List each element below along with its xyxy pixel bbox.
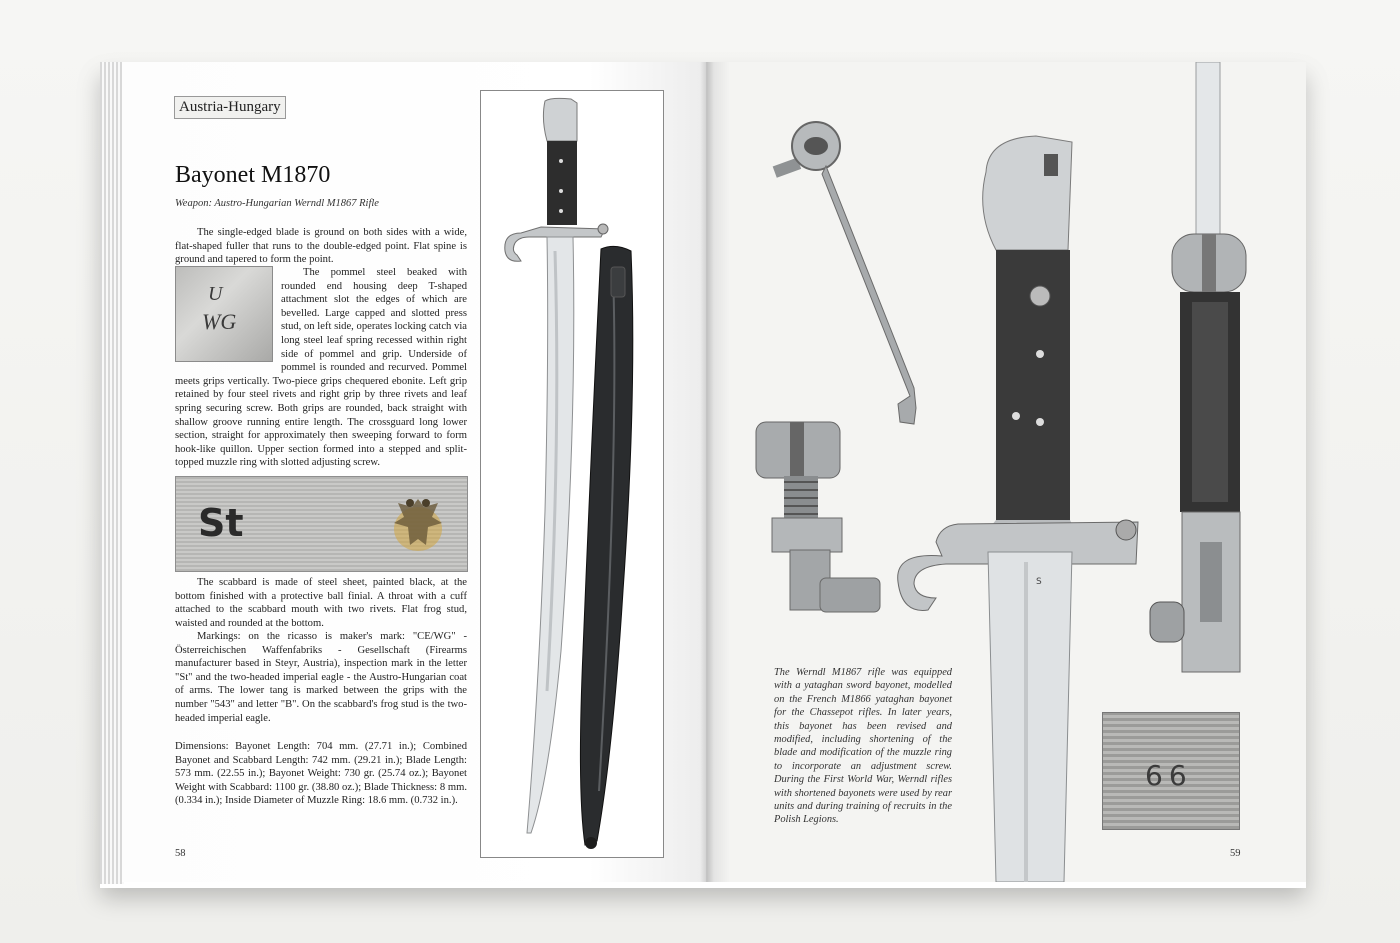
left-page: [122, 62, 706, 882]
muzzle-ring-screw-illustration: [750, 418, 890, 628]
page-title: Bayonet M1870: [175, 162, 331, 188]
imperial-eagle-icon: [388, 489, 448, 559]
blade-mark-text: S: [1036, 577, 1042, 587]
inspection-mark-text: St: [198, 501, 244, 545]
scabbard-paragraph: The scabbard is made of steel sheet, painted black, at the bottom finished with a protective ball finial. A throat with a cuff attached to the scabbard mouth with two rivets. Flat frog stud, waisted and rounded at the bottom.: [175, 577, 467, 629]
pommel-paragraph-block: [175, 266, 467, 470]
bayonet-side-view: [1146, 62, 1266, 682]
country-tab: Austria-Hungary: [174, 96, 286, 119]
bayonet-photo: [480, 90, 664, 858]
tang-number-photo: [1102, 712, 1240, 830]
pommel-paragraph: The pommel steel beaked with rounded end housing deep T-shaped attachment slot the edges of which are bevelled. Large capped and slotted press stud, on left side, operates locking catch via long steel leaf spring recessed within right side of pommel and grip. Underside of pommel is rounded and recurved. Pommel meets grips vertically. Two-piece grips chequered ebonite. Left grip retained by four steel rivets and right grip by three rivets and leaf spring securing screw. Both grips are rounded, back straight with shallow groove running entire length. The crossguard long lower section, straight for approximately then sweeping forward to form hook-like quillon. Upper section formed into a stepped and split-topped muzzle ring with slotted adjusting screw.: [175, 267, 467, 469]
bayonet-and-scabbard-illustration: [481, 91, 663, 857]
dimensions-paragraph: Dimensions: Bayonet Length: 704 mm. (27.71 in.); Combined Bayonet and Scabbard Length: 742 mm. (29.21 in.); Blade Length: 573 mm. (22.55 in.); Bayonet Weight: 730 gr. (25.74 oz.); Bayonet Weight with Scabbard: 1100 gr. (38.80 oz.); Blade Thickness: 8 mm. (0.334 in.); Inside Diameter of Muzzle Ring: 18.6 mm. (0.732 in.).: [175, 741, 467, 807]
description-paragraph: The single-edged blade is ground on both sides with a wide, flat-shaped fuller that runs to the double-edged point. Flat spine is ground and tapered to form the point.: [175, 227, 467, 266]
page-number: 59: [1230, 848, 1241, 859]
right-page: [706, 62, 1306, 882]
maker-mark-text: U: [208, 283, 223, 305]
book-gutter: [700, 62, 714, 882]
maker-mark-photo: [175, 266, 273, 362]
page-subtitle: Weapon: Austro-Hungarian Werndl M1867 Rifle: [175, 198, 379, 209]
page-edges: [100, 62, 124, 884]
inspection-stamp-photo: [175, 476, 468, 572]
markings-paragraph: Markings: on the ricasso is maker's mark: "CE/WG" - Österreichischen Waffenfabriks - Gesellschaft (Firearms manufacturer based in Steyr, Austria), inspection mark in the letter "St" and the two-headed imperial eagle - the Austro-Hungarian coat of arms. The lower tang is marked between the grips with the number "543" and letter "B". On the scabbard's frog stud is the two-headed imperial eagle.: [175, 631, 467, 724]
tang-number-text: 66: [1145, 759, 1193, 792]
photo-caption: The Werndl M1867 rifle was equipped with a yataghan sword bayonet, modelled on the French M1866 yataghan bayonet for the Chassepot rifles. In later years, this bayonet has been revised and modified, including shortening of the blade and modification of the muzzle ring to incorporate an adjustment screw. During the First World War, Werndl rifles with shortened bayonets were used by rear units and during training of recruits in the Polish Legions.: [774, 667, 952, 826]
page-number: 58: [175, 848, 186, 859]
maker-mark-text: WG: [202, 309, 237, 334]
